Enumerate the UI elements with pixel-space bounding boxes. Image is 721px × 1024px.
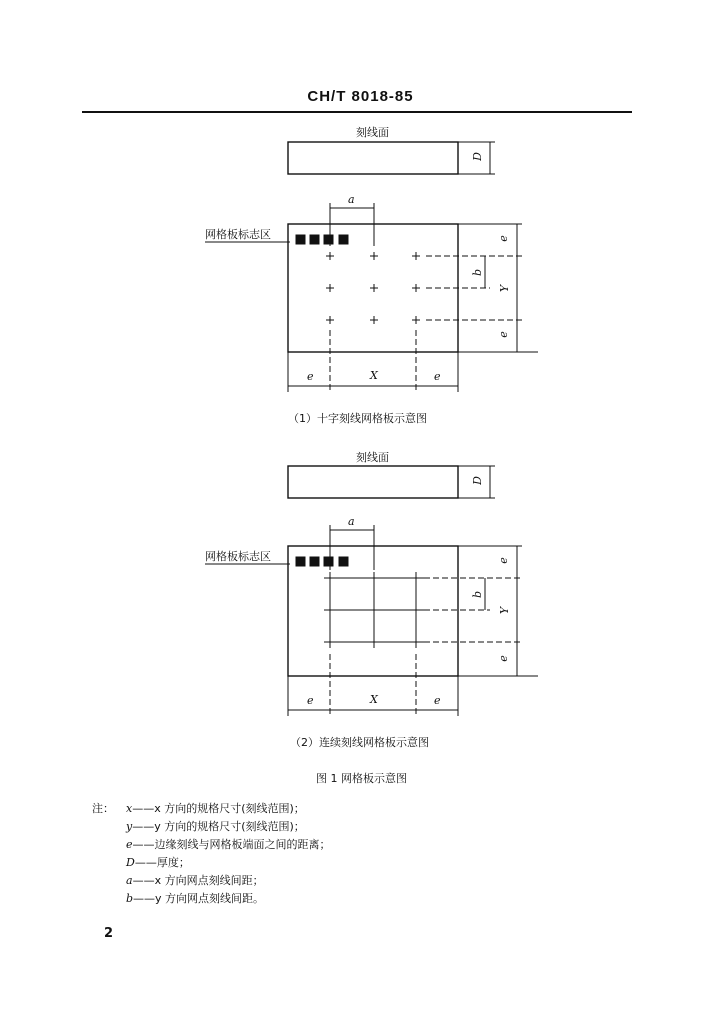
figure2-dim-e-left: e — [307, 694, 314, 707]
marker-square — [324, 557, 333, 566]
figure2-dim-Y: Y — [498, 606, 512, 615]
marker-square — [339, 557, 348, 566]
note-item: b——y 方向网点刻线间距。 — [126, 892, 265, 905]
figure2-face-label: 刻线面 — [356, 451, 389, 464]
note-item: y——y 方向的规格尺寸(刻线范围)； — [126, 820, 305, 833]
notes-list — [126, 800, 331, 908]
marker-square — [310, 557, 319, 566]
figure2-dim-e-bottom: e — [496, 655, 510, 662]
note-item: e——边缘刻线与网格板端面之间的距离； — [126, 838, 331, 851]
continuous-grid — [324, 572, 424, 648]
marker-square — [310, 235, 319, 244]
figure1-dim-b: b — [471, 268, 485, 277]
note-item: x——x 方向的规格尺寸(刻线范围)； — [126, 802, 305, 815]
marker-square — [339, 235, 348, 244]
figure1-marker-label: 网格板标志区 — [205, 228, 271, 241]
figure1-dim-X: X — [370, 369, 378, 382]
figure1-dim-e-right: e — [434, 370, 441, 383]
marker-square — [324, 235, 333, 244]
figure1-drawing — [205, 142, 538, 392]
figure2-side-view — [288, 466, 458, 498]
cross-marks — [326, 252, 420, 324]
figure1-dim-D: D — [470, 152, 484, 161]
standard-code: CH/T 8018-85 — [307, 88, 414, 105]
marker-square — [296, 235, 305, 244]
figure1-dim-Y: Y — [498, 284, 512, 293]
note-item: a——x 方向网点刻线间距； — [126, 874, 264, 887]
page-number: 2 — [104, 926, 114, 941]
note-item: D——厚度； — [126, 856, 190, 869]
figure2-dim-D: D — [470, 476, 484, 485]
figure1-face-label: 刻线面 — [356, 126, 389, 139]
figure-title: 图 1 网格板示意图 — [316, 772, 407, 785]
notes-label: 注： — [92, 802, 114, 815]
figure1-dim-e-top: e — [496, 235, 510, 242]
figure2-drawing — [205, 466, 538, 716]
figure2-dim-a: a — [348, 515, 355, 528]
figure2-dim-X: X — [370, 693, 378, 706]
figure2-dim-b: b — [471, 590, 485, 599]
figure1-caption: （1）十字刻线网格板示意图 — [288, 412, 427, 425]
figure2-dim-e-right: e — [434, 694, 441, 707]
figure2-dim-e-top: e — [496, 557, 510, 564]
marker-square — [296, 557, 305, 566]
figure1-dim-e-bottom: e — [496, 331, 510, 338]
figure1-dim-a: a — [348, 193, 355, 206]
figure2-marker-label: 网格板标志区 — [205, 550, 271, 563]
figure2-caption: （2）连续刻线网格板示意图 — [290, 736, 429, 749]
figure1-side-view — [288, 142, 458, 174]
figure1-dim-e-left: e — [307, 370, 314, 383]
